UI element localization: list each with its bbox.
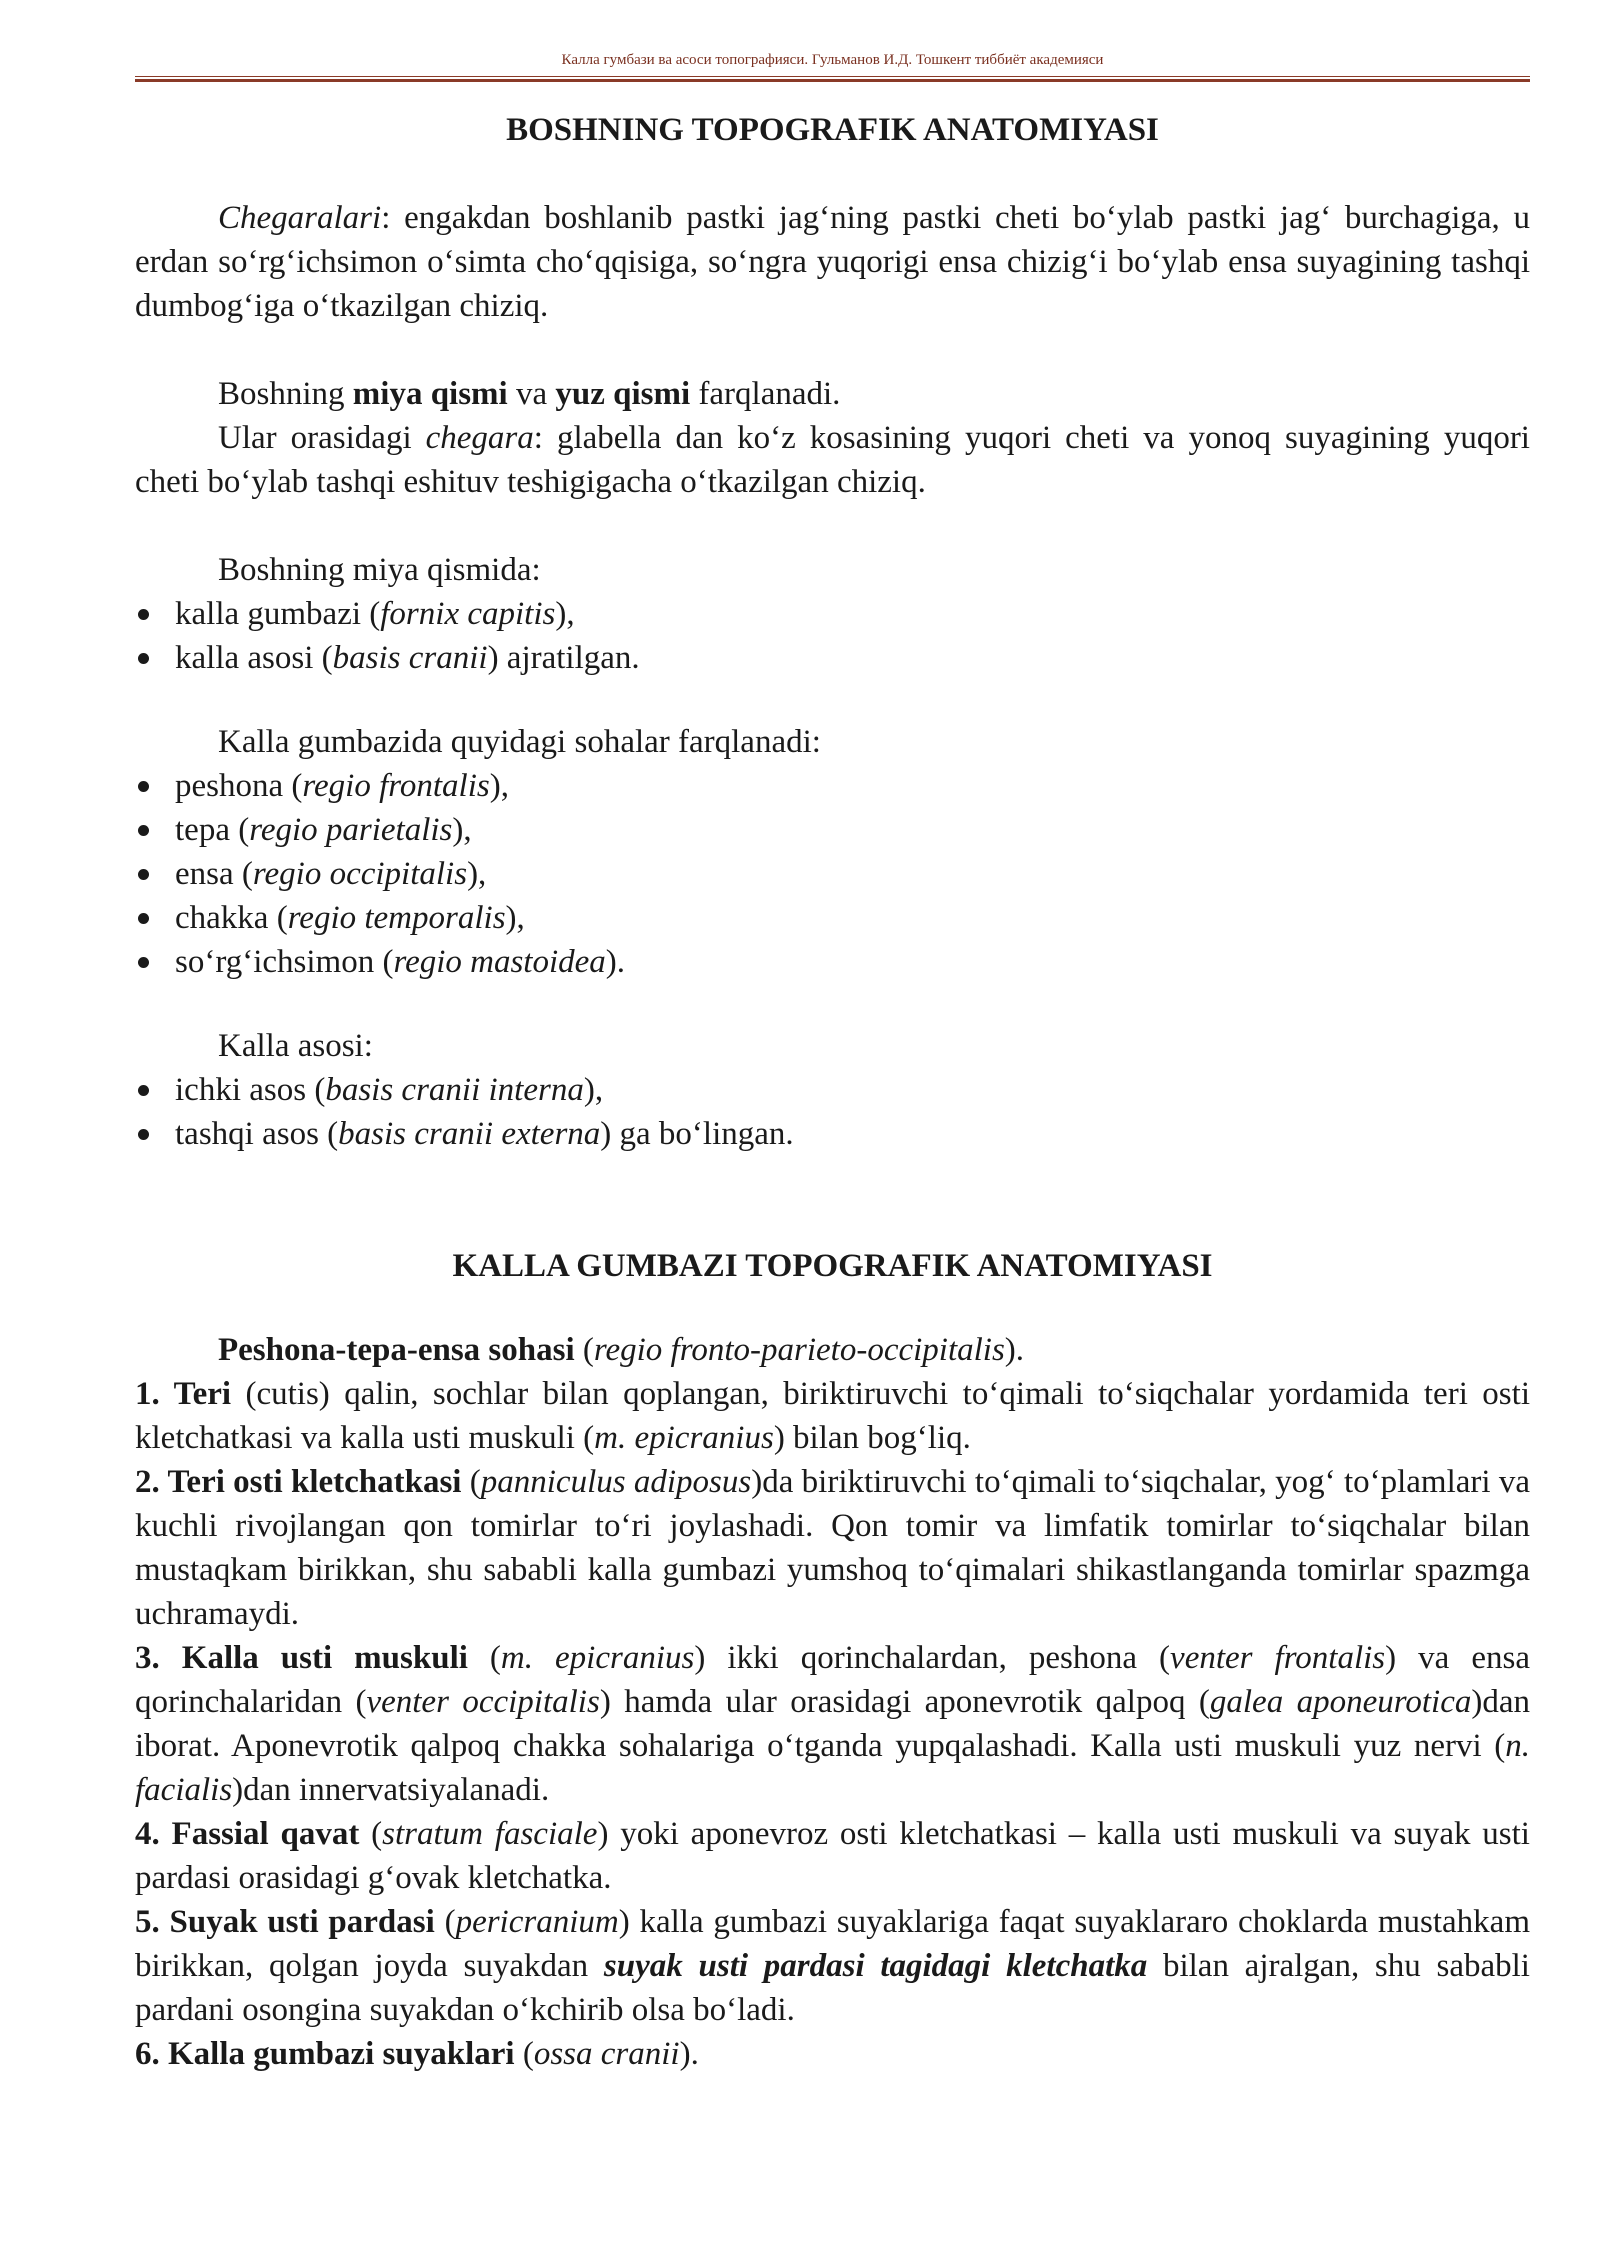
latin-term: stratum fasciale <box>382 1816 598 1852</box>
list-item-text: kalla gumbazi ( <box>175 596 381 632</box>
latin-term: regio fronto-parieto-occipitalis <box>593 1332 1005 1368</box>
latin-term: regio temporalis <box>287 900 506 936</box>
text-fragment: )dan iborat. Aponevrotik qalpoq chakka sohalariga o‘tganda yupqalashadi. Kalla usti muskuli yuz nervi ( <box>135 1684 1530 1764</box>
text-fragment: ) bilan bog‘liq. <box>773 1420 971 1456</box>
list-item <box>135 940 1530 984</box>
latin-term: basis cranii externa <box>338 1116 601 1152</box>
list-item-text: so‘rg‘ichsimon ( <box>175 944 394 980</box>
paragraph-parts-boundary <box>135 416 1530 504</box>
section-title-vault-anatomy: KALLA GUMBAZI TOPOGRAFIK ANATOMIYASI <box>452 1248 1213 1284</box>
text-fragment: ( <box>359 1816 383 1852</box>
latin-term: regio occipitalis <box>252 856 468 892</box>
list-item-text: ). <box>605 944 626 980</box>
list-item-text: ), <box>505 900 525 936</box>
text-fragment: ) va ensa qorinchalaridan ( <box>135 1640 1530 1720</box>
text-fragment: ) hamda ular orasidagi aponevrotik qalpoq ( <box>599 1684 1210 1720</box>
layer-heading: 1. Teri <box>135 1376 232 1412</box>
page-content <box>135 108 1530 2076</box>
text-fragment: )dan innervatsiyalanadi. <box>232 1772 550 1808</box>
list-item-text: tashqi asos ( <box>175 1116 339 1152</box>
layer-heading: 2. Teri osti kletchatkasi <box>135 1464 462 1500</box>
spacer <box>135 680 1530 720</box>
text-fragment: ( <box>461 1464 481 1500</box>
layer-heading: 5. Suyak usti pardasi <box>135 1904 435 1940</box>
text-fragment: ( <box>574 1332 594 1368</box>
list-item-text: ) ajratilgan. <box>487 640 640 676</box>
text-fragment: : glabella dan ko‘z kosasining yuqori cheti va yonoq suyagining yuqori cheti bo‘ylab tashqi eshituv teshigigacha o‘tkazilgan chiziq. <box>135 420 1530 500</box>
text-boundaries: : engakdan boshlanib pastki jag‘ning pastki cheti bo‘ylab pastki jag‘ burchagiga, u erdan so‘rg‘ichsimon o‘simta cho‘qqisiga, so‘ngra yuqorigi ensa chizig‘i bo‘ylab ensa suyagining tashqi dumbog‘iga o‘tkazilgan chiziq. <box>135 200 1530 324</box>
bullet-icon <box>138 825 149 836</box>
latin-term: pericranium <box>455 1904 619 1940</box>
text-fragment: )da biriktiruvchi to‘qimali to‘siqchalar, yog‘ to‘plamlari va kuchli rivojlangan qon tomirlar to‘ri joylashadi. Qon tomir va limfatik tomirlar to‘siqchalar bilan mustaqkam birikkan, shu sababli kalla gumbazi yumshoq to‘qimalari shikastlanganda tomirlar spazmga uchramaydi. <box>135 1464 1530 1632</box>
latin-term: regio mastoidea <box>393 944 606 980</box>
text-fragment: ( <box>467 1640 501 1676</box>
latin-term: fornix capitis <box>380 596 556 632</box>
list-item-text: ), <box>555 596 575 632</box>
list-item-text: ), <box>467 856 487 892</box>
list-item <box>135 764 1530 808</box>
text-fragment: Boshning <box>218 376 353 412</box>
list-item <box>135 808 1530 852</box>
paragraph-layer-4 <box>135 1812 1530 1900</box>
text-fragment: ). <box>679 2036 699 2072</box>
latin-term: basis cranii interna <box>325 1072 584 1108</box>
list-item-text: ), <box>583 1072 604 1108</box>
paragraph-layer-2 <box>135 1460 1530 1636</box>
term-boundary: chegara <box>425 420 534 456</box>
text-fragment: ). <box>1004 1332 1025 1368</box>
paragraph-region <box>135 1328 1530 1372</box>
list-item <box>135 592 1530 636</box>
spacer <box>135 1156 1530 1244</box>
bullet-icon <box>138 957 149 968</box>
latin-term: regio frontalis <box>302 768 490 804</box>
list-intro-vault-regions: Kalla gumbazida quyidagi sohalar farqlanadi: <box>218 724 821 760</box>
latin-term: basis cranii <box>332 640 488 676</box>
header-rule <box>135 76 1530 82</box>
paragraph-head-parts <box>135 372 1530 416</box>
section-title-head-anatomy: BOSHNING TOPOGRAFIK ANATOMIYASI <box>506 112 1159 148</box>
text-fragment: ) yoki aponevroz osti kletchatkasi – kalla usti muskuli va suyak usti pardasi orasidagi g‘ovak kletchatka. <box>135 1816 1530 1896</box>
list-item-text: tepa ( <box>175 812 250 848</box>
list-intro-brain-part: Boshning miya qismida: <box>218 552 541 588</box>
latin-term: ossa cranii <box>533 2036 680 2072</box>
spacer <box>135 1288 1530 1328</box>
list-item <box>135 896 1530 940</box>
text-fragment: ( <box>434 1904 456 1940</box>
paragraph-layer-6 <box>135 2032 1530 2076</box>
bullet-list-brain-part <box>135 592 1530 680</box>
list-item-text: kalla asosi ( <box>175 640 333 676</box>
text-fragment: (cutis) qalin, sochlar bilan qoplangan, biriktiruvchi to‘qimali to‘siqchalar yordamida teri osti kletchatkasi va kalla usti muskuli ( <box>135 1376 1530 1456</box>
paragraph-layer-1 <box>135 1372 1530 1460</box>
bullet-icon <box>138 653 149 664</box>
latin-term: regio parietalis <box>249 812 453 848</box>
spacer <box>135 152 1530 196</box>
text-fragment: ( <box>514 2036 534 2072</box>
text-fragment: Ular orasidagi <box>218 420 426 456</box>
list-item <box>135 636 1530 680</box>
bullet-icon <box>138 869 149 880</box>
term-face-part: yuz qismi <box>555 376 691 412</box>
layer-heading: 4. Fassial qavat <box>135 1816 360 1852</box>
latin-term: venter occipitalis <box>366 1684 600 1720</box>
list-item <box>135 852 1530 896</box>
spacer <box>135 984 1530 1024</box>
spacer <box>135 328 1530 372</box>
list-item-text: ) ga bo‘lingan. <box>600 1116 794 1152</box>
bullet-list-vault-regions <box>135 764 1530 984</box>
bullet-icon <box>138 913 149 924</box>
paragraph-layer-5 <box>135 1900 1530 2032</box>
list-item-text: ichki asos ( <box>175 1072 326 1108</box>
list-item-text: peshona ( <box>175 768 303 804</box>
spacer <box>135 504 1530 548</box>
text-fragment: ) kalla gumbazi suyaklariga faqat suyaklararo choklarda mustahkam birikkan, qolgan joyda suyakdan <box>135 1904 1531 1984</box>
latin-term: galea aponeurotica <box>1209 1684 1472 1720</box>
latin-term: n. facialis <box>135 1728 1530 1808</box>
list-item-text: chakka ( <box>175 900 288 936</box>
bullet-list-skull-base <box>135 1068 1530 1156</box>
list-item-text: ), <box>489 768 509 804</box>
text-fragment: bilan ajralgan, shu sababli pardani osongina suyakdan o‘kchirib olsa bo‘ladi. <box>135 1948 1530 2028</box>
list-item-text: ensa ( <box>175 856 253 892</box>
text-fragment: ) ikki qorinchalardan, peshona ( <box>694 1640 1171 1676</box>
latin-term: venter frontalis <box>1170 1640 1386 1676</box>
bullet-icon <box>138 781 149 792</box>
bullet-icon <box>138 1129 149 1140</box>
latin-term: m. epicranius <box>594 1420 774 1456</box>
emphasis-term: suyak usti pardasi tagidagi kletchatka <box>603 1948 1148 1984</box>
list-intro-skull-base: Kalla asosi: <box>218 1028 373 1064</box>
running-header: Калла гумбази ва асоси топографияси. Гульманов И.Д. Тошкент тиббиёт академияси <box>561 52 1104 68</box>
list-item <box>135 1112 1530 1156</box>
term-brain-part: miya qismi <box>352 376 508 412</box>
text-fragment: farqlanadi. <box>690 376 841 412</box>
term-boundaries: Chegaralari <box>218 200 382 236</box>
paragraph-boundaries <box>135 196 1530 328</box>
list-item-text: ), <box>452 812 472 848</box>
list-item <box>135 1068 1530 1112</box>
paragraph-layer-3 <box>135 1636 1530 1812</box>
layer-heading: 3. Kalla usti muskuli <box>135 1640 468 1676</box>
latin-term: m. epicranius <box>500 1640 695 1676</box>
text-fragment: va <box>507 376 556 412</box>
latin-term: panniculus adiposus <box>480 1464 752 1500</box>
bullet-icon <box>138 609 149 620</box>
term-region: Peshona-tepa-ensa sohasi <box>218 1332 575 1368</box>
layer-heading: 6. Kalla gumbazi suyaklari <box>135 2036 515 2072</box>
bullet-icon <box>138 1085 149 1096</box>
